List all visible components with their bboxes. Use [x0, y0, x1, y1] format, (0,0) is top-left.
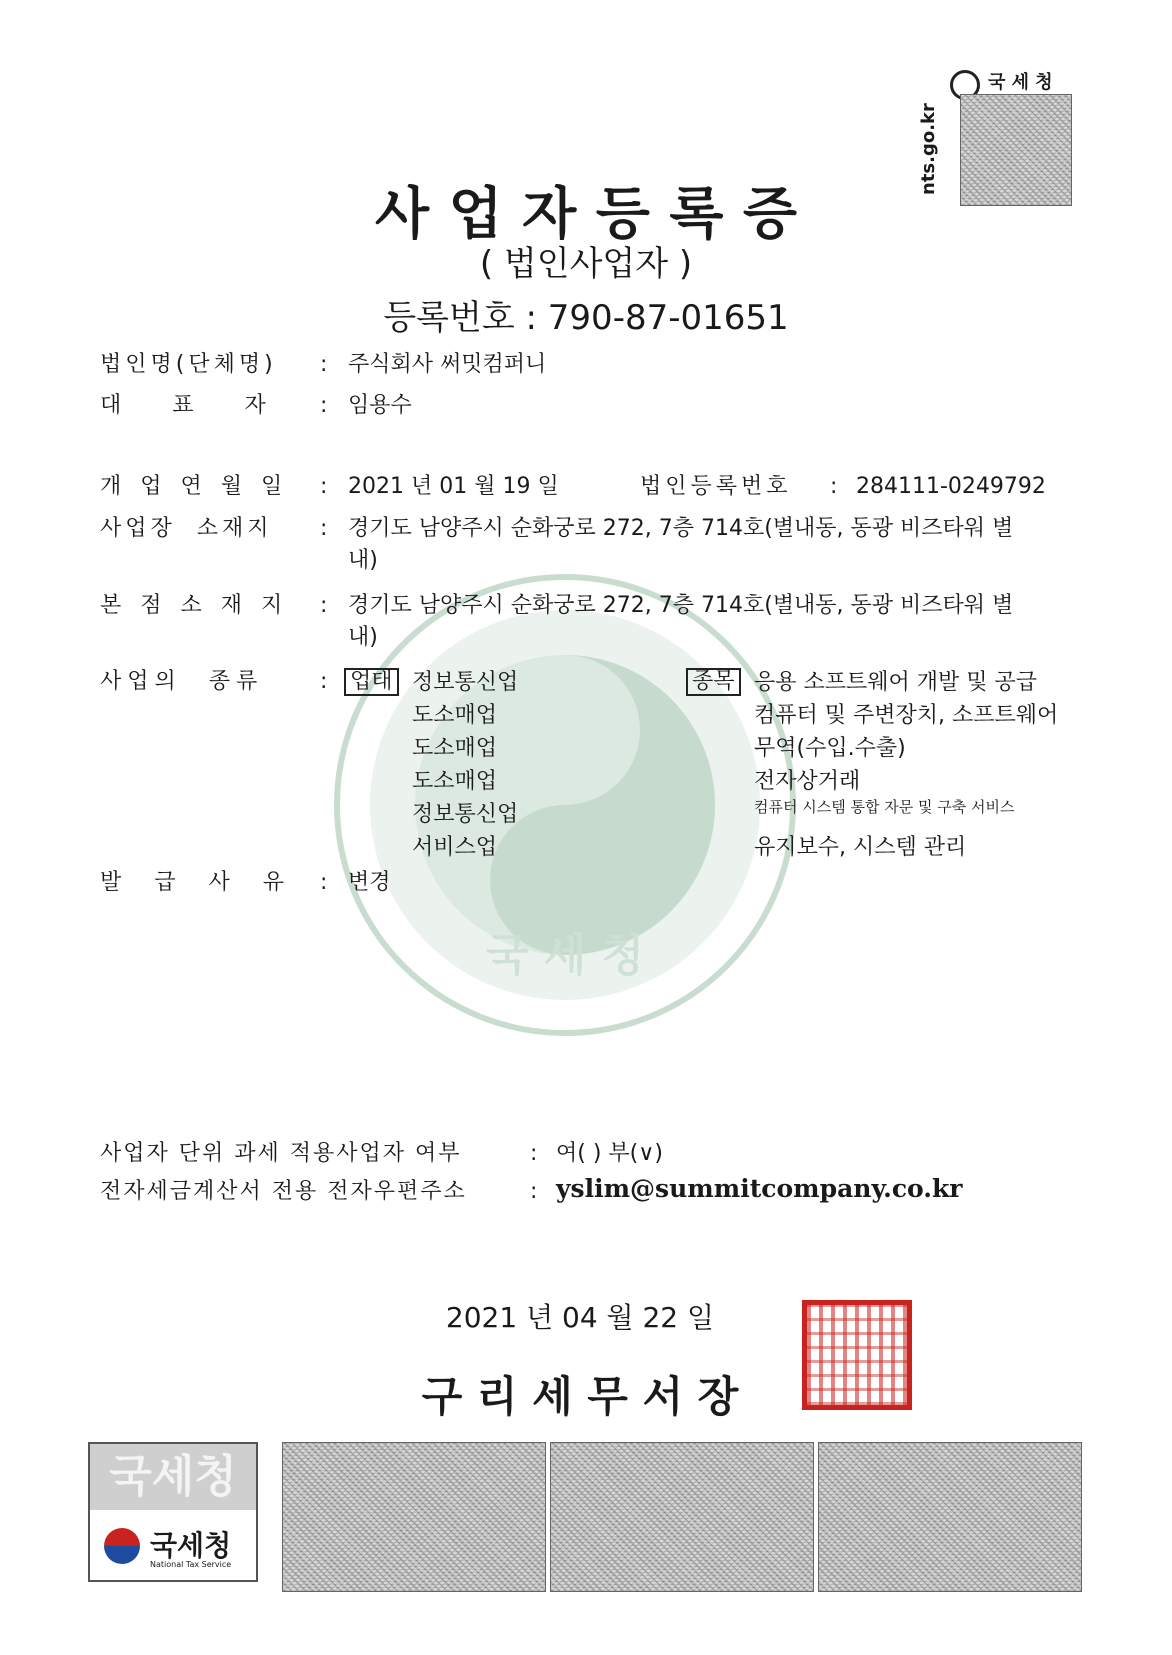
- email-colon: :: [530, 1179, 538, 1204]
- biz-type-4: 정보통신업: [412, 802, 519, 827]
- reason-value: 변경: [348, 870, 391, 895]
- email-label: 전자세금계산서 전용 전자우편주소: [100, 1179, 467, 1204]
- open-date-label: 개 업 연 월 일: [100, 474, 283, 499]
- hq-addr-line2: 내): [348, 625, 378, 650]
- biz-type-2: 도소매업: [412, 736, 498, 761]
- tax-office-name: 구 리 세 무 서 장: [421, 1372, 739, 1421]
- hq-addr-line1: 경기도 남양주시 순화궁로 272, 7층 714호(별내동, 동광 비즈타워 별: [348, 593, 1014, 618]
- logo-en-text: National Tax Service: [150, 1560, 232, 1569]
- document-subtitle: ( 법인사업자 ): [479, 244, 693, 284]
- nts-footer-logo: [88, 1442, 258, 1582]
- registration-value: 790-87-01651: [547, 298, 789, 338]
- biz-type-0: 정보통신업: [412, 670, 519, 695]
- official-seal: [802, 1300, 912, 1410]
- logo-big-text: 국세청: [90, 1444, 256, 1510]
- open-date-value: 2021 년 01 월 19 일: [348, 474, 559, 499]
- registration-label: 등록번호: [383, 298, 515, 338]
- biz-addr-line1: 경기도 남양주시 순화궁로 272, 7층 714호(별내동, 동광 비즈타워 별: [348, 516, 1014, 541]
- document-title: 사 업 자 등 록 증: [374, 182, 798, 247]
- biz-type-3: 도소매업: [412, 769, 498, 794]
- logo-small-text: 국세청: [150, 1529, 232, 1562]
- rep-value: 임용수: [348, 393, 412, 418]
- corp-reg-value: 284111-0249792: [856, 474, 1046, 499]
- rep-label: 대 표 자: [100, 393, 266, 418]
- tax-unit-value: 여( ) 부(∨): [556, 1141, 663, 1166]
- biz-item-4: 컴퓨터 시스템 통합 자문 및 구축 서비스: [754, 798, 1015, 816]
- corp-reg-colon: :: [830, 474, 838, 499]
- biz-item-3: 전자상거래: [754, 769, 861, 794]
- biz-item-0: 응용 소프트웨어 개발 및 공급: [754, 670, 1037, 695]
- email-value: yslim@summitcompany.co.kr: [556, 1174, 963, 1203]
- watermark-center-text: 국 세 청: [485, 930, 645, 981]
- corp-name-label: 법인명(단체명): [100, 352, 277, 377]
- nts-header-label: 국 세 청: [988, 72, 1053, 93]
- biz-type-label: 사업의 종류: [100, 669, 264, 694]
- footer-qr-1: [282, 1442, 546, 1592]
- item-tag: 종목: [686, 668, 741, 696]
- registration-number: 등록번호 : 790-87-01651: [383, 298, 789, 338]
- tax-unit-label: 사업자 단위 과세 적용사업자 여부: [100, 1141, 462, 1166]
- biz-item-1: 컴퓨터 및 주변장치, 소프트웨어: [754, 703, 1059, 728]
- tax-unit-colon: :: [530, 1141, 538, 1166]
- nts-watermark: [330, 570, 800, 1040]
- hq-addr-label: 본 점 소 재 지: [100, 593, 283, 618]
- reason-label: 발 급 사 유: [100, 870, 284, 895]
- type-tag: 업태: [344, 668, 399, 696]
- biz-item-5: 유지보수, 시스템 관리: [754, 835, 967, 860]
- biz-type-1: 도소매업: [412, 703, 498, 728]
- footer-qr-2: [550, 1442, 814, 1592]
- corp-reg-label: 법인등록번호: [640, 474, 792, 499]
- footer-qr-3: [818, 1442, 1082, 1592]
- biz-addr-line2: 내): [348, 548, 378, 573]
- corp-name-value: 주식회사 써밋컴퍼니: [348, 352, 547, 377]
- biz-addr-label: 사업장 소재지: [100, 516, 273, 541]
- issue-date: 2021 년 04 월 22 일: [445, 1301, 715, 1334]
- biz-type-5: 서비스업: [412, 835, 498, 860]
- biz-item-2: 무역(수입.수출): [754, 736, 906, 761]
- taegeuk-icon: [104, 1528, 140, 1564]
- nts-url: nts.go.kr: [918, 103, 939, 195]
